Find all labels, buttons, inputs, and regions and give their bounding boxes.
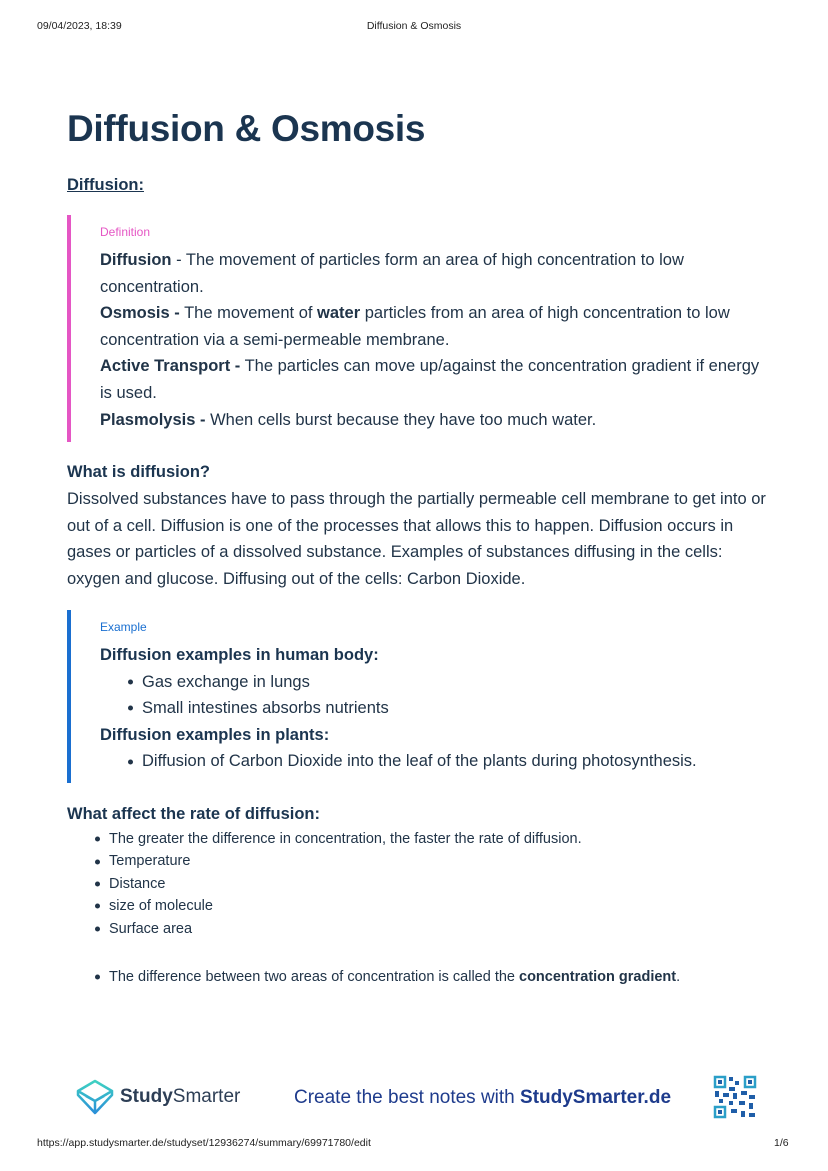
definition-tag: Definition (100, 225, 151, 239)
studysmarter-logo-icon (75, 1079, 115, 1115)
example-box (67, 610, 767, 783)
section-heading-diffusion: Diffusion: (67, 176, 144, 194)
what-is-diffusion-heading: What is diffusion? (67, 463, 210, 481)
page-number: 1/6 (774, 1137, 789, 1149)
print-datetime: 09/04/2023, 18:39 (37, 20, 122, 32)
rate-heading: What affect the rate of diffusion: (67, 805, 320, 823)
what-is-diffusion-text: Dissolved substances have to pass through the partially permeable cell membrane to get into or out of a cell. Diffusion is one of the processes that allows this to happen. Diffusion occurs in gases or particles of a dissolved substance. Examples of substances diffusing in the cells: oxygen and glucose. Diffusing out of the cells: Carbon Dioxide. (67, 490, 766, 588)
list-item: size of molecule (89, 895, 582, 917)
concentration-gradient-note: The difference between two areas of concentration is called the concentration gradient. (89, 966, 680, 988)
list-item: The greater the difference in concentration, the faster the rate of diffusion. (89, 828, 582, 850)
promo-link[interactable]: Create the best notes with StudySmarter.de (294, 1087, 672, 1108)
definition-plasmolysis: Plasmolysis - When cells burst because they have too much water. (100, 410, 597, 429)
definition-active-transport: Active Transport - The particles can move up/against the concentration gradient if energy is used. (100, 357, 760, 402)
plant-examples-heading: Diffusion examples in plants: (100, 725, 330, 744)
definition-diffusion: Diffusion - The movement of particles form an area of high concentration to low concentration. (100, 251, 684, 296)
list-item: Distance (89, 873, 582, 895)
list-item: Small intestines absorbs nutrients (122, 695, 767, 722)
list-item: Surface area (89, 918, 582, 940)
example-tag: Example (100, 620, 147, 634)
definition-box (67, 215, 767, 442)
list-item: Temperature (89, 850, 582, 872)
definition-osmosis: Osmosis - The movement of water particles from an area of high concentration to low concentration via a semi-permeable membrane. (100, 304, 730, 349)
human-examples-heading: Diffusion examples in human body: (100, 646, 379, 664)
print-title: Diffusion & Osmosis (366, 20, 462, 32)
list-item: Diffusion of Carbon Dioxide into the leaf of the plants during photosynthesis. (122, 748, 767, 775)
page-title: Diffusion & Osmosis (67, 108, 426, 149)
qr-code-icon (713, 1075, 757, 1119)
promo-footer (0, 1075, 828, 1120)
print-url: https://app.studysmarter.de/studyset/12936274/summary/69971780/edit (37, 1137, 371, 1149)
list-item: Gas exchange in lungs (122, 669, 767, 696)
studysmarter-logo-text: StudySmarter (120, 1086, 241, 1107)
